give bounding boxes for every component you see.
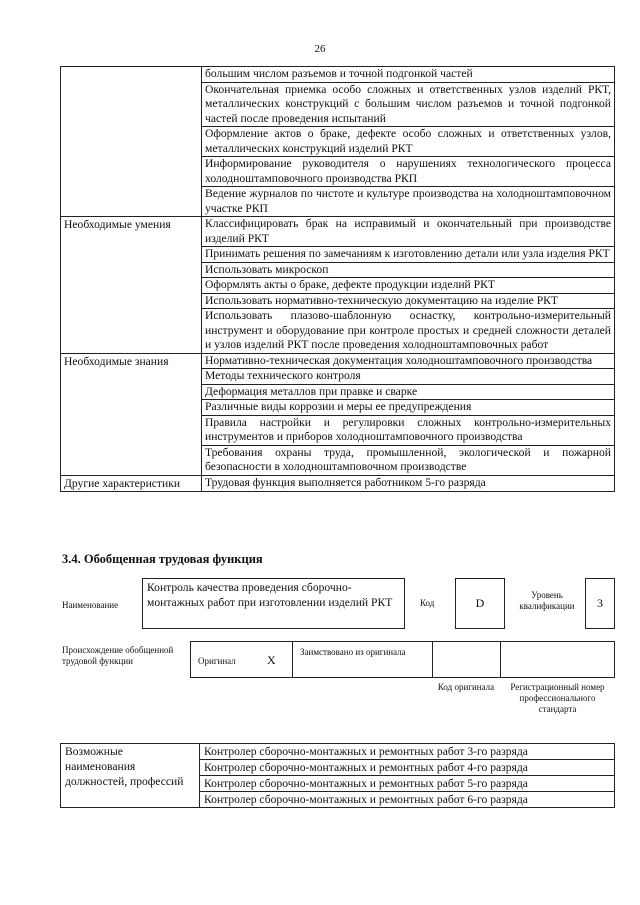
row-text: Требования охраны труда, промышленной, экологической и пожарной безопасности в холодноштамповочном производстве — [202, 445, 615, 475]
table-row — [61, 475, 615, 492]
origin-label: Происхождение обобщенной трудовой функции — [62, 645, 174, 666]
origin-divider — [292, 641, 293, 678]
code-value: D — [455, 578, 505, 629]
row-text: Использовать нормативно-техническую документацию на изделие РКТ — [202, 293, 615, 309]
code-original-label: Код оригинала — [437, 682, 495, 692]
row-label — [61, 67, 202, 217]
positions-label: Возможные наименования должностей, профессий — [61, 744, 200, 808]
skills-label: Необходимые умения — [61, 217, 202, 354]
requirements-table — [60, 66, 615, 492]
origin-divider — [432, 641, 433, 678]
row-text: Ведение журналов по чистоте и культуре производства на холодноштамповочном участке РКП — [202, 187, 615, 217]
row-text: Окончательная приемка особо сложных и ответственных узлов изделий РКТ, металлических конструкций с большим числом разъемов и точной подгонкой частей после проведения испытаний — [202, 82, 615, 127]
row-text: Деформация металлов при правке и сварке — [202, 384, 615, 400]
position-item: Контролер сборочно-монтажных и ремонтных работ 3-го разряда — [200, 744, 615, 760]
row-text: Правила настройки и регулировки сложных контрольно-измерительных инструментов и приборов холодноштамповочного производства — [202, 415, 615, 445]
positions-table — [60, 743, 615, 808]
table-row — [61, 217, 615, 247]
original-mark: X — [267, 653, 276, 667]
row-text: Оформление актов о браке, дефекте особо сложных и ответственных узлов, металлических конструкций изделий РКТ — [202, 127, 615, 157]
table-row — [61, 744, 615, 760]
knowledge-label: Необходимые знания — [61, 353, 202, 475]
position-item: Контролер сборочно-монтажных и ремонтных работ 6-го разряда — [200, 792, 615, 808]
section-title: 3.4. Обобщенная трудовая функция — [62, 552, 263, 566]
row-text: Оформлять акты о браке, дефекте продукции изделий РКТ — [202, 278, 615, 294]
table-row — [61, 67, 615, 83]
level-label: Уровень квалификации — [519, 590, 575, 611]
name-value: Контроль качества проведения сборочно-монтажных работ при изготовлении изделий РКТ — [142, 578, 405, 629]
original-label: Оригинал — [198, 656, 236, 666]
page-number: 26 — [314, 43, 326, 55]
row-text: Принимать решения по замечаниям к изготовлению детали или узла изделия РКТ — [202, 247, 615, 263]
origin-divider — [500, 641, 501, 678]
other-label: Другие характеристики — [61, 475, 202, 492]
row-text: Классифицировать брак на исправимый и окончательный при производстве изделий РКТ — [202, 217, 615, 247]
row-text: Использовать плазово-шаблонную оснастку, контрольно-измерительный инструмент и оборудование при контроле простых и средней сложности деталей и узлов изделий РКТ после проведения холодноштамповочных работ — [202, 309, 615, 354]
code-label: Код — [420, 598, 435, 608]
position-item: Контролер сборочно-монтажных и ремонтных работ 4-го разряда — [200, 760, 615, 776]
row-text: Методы технического контроля — [202, 369, 615, 385]
row-text: Различные виды коррозии и меры ее предупреждения — [202, 400, 615, 416]
position-item: Контролер сборочно-монтажных и ремонтных работ 5-го разряда — [200, 776, 615, 792]
table-row — [61, 353, 615, 369]
name-label: Наименование — [62, 600, 119, 610]
borrowed-label: Заимствовано из оригинала — [300, 647, 406, 657]
row-text: Нормативно-техническая документация холодноштамповочного производства — [202, 353, 615, 369]
row-text: Информирование руководителя о нарушениях технологического процесса холодноштамповочного производства РКП — [202, 157, 615, 187]
row-text: Трудовая функция выполняется работником 5-го разряда — [202, 475, 615, 492]
row-text: большим числом разъемов и точной подгонкой частей — [202, 67, 615, 83]
row-text: Использовать микроскоп — [202, 262, 615, 278]
level-value: 3 — [585, 578, 615, 629]
reg-number-label: Регистрационный номер профессионального стандарта — [510, 682, 605, 714]
